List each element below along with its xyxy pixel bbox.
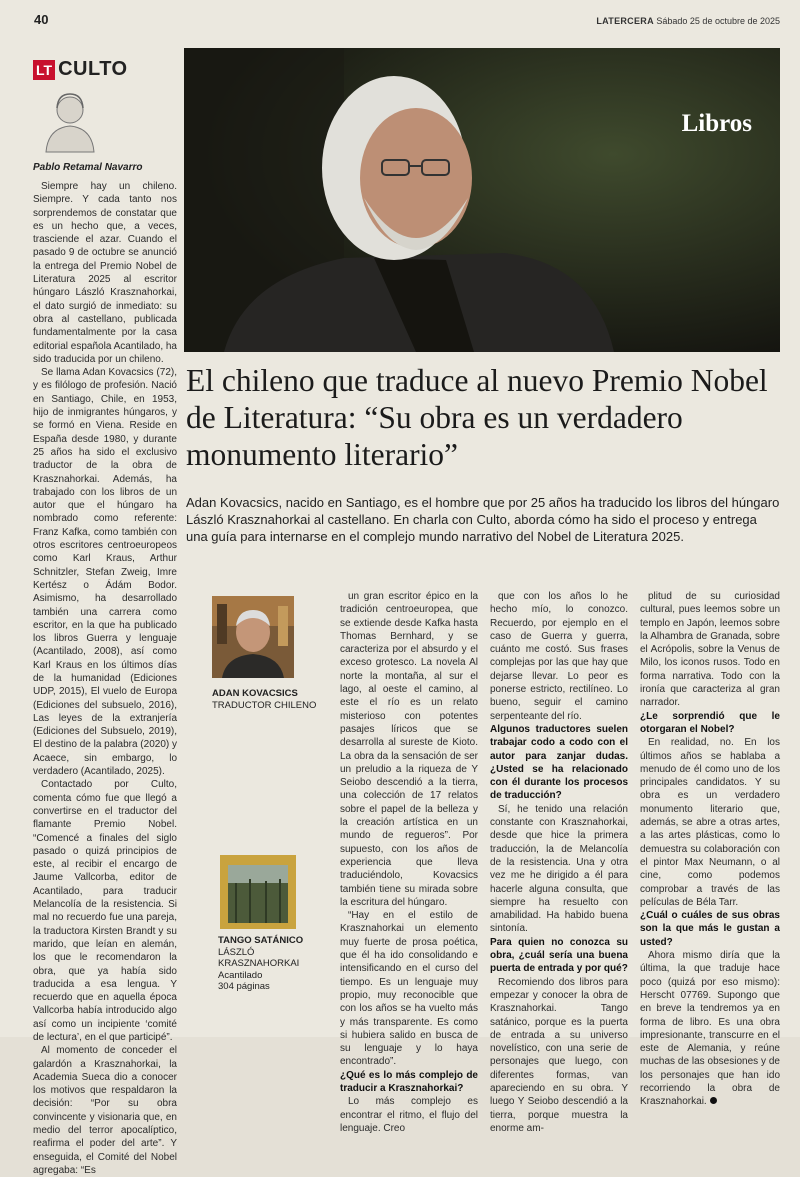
section-logo bbox=[33, 58, 128, 81]
caption-role: TRADUCTOR CHILENO bbox=[212, 700, 317, 711]
paragraph: que con los años lo he hecho mío, lo conozco. Recuerdo, por ejemplo en el caso de Guerra y guerra, cuánto me costó. Sus frases complejas por las que hay que dejarse llevar. Lo peor es ponerse estricto, rectilíneo. Lo bueno, seguir el camino serpenteante del río. bbox=[490, 591, 628, 722]
paragraph: Sí, he tenido una relación constante con Krasznahorkai, desde que hice la primera traducción, la de Melancolía de la resistencia. Una y otra vez me he dirigido a él para hacerle alguna consulta, que siempre ha resuelto con amabilidad. Ha habido buena sintonía. bbox=[490, 803, 628, 935]
paragraph: Lo más complejo es encontrar el ritmo, el flujo del lenguaje. Creo bbox=[340, 1096, 478, 1134]
book-publisher: Acantilado bbox=[218, 969, 263, 981]
paragraph: Al momento de conceder el galardón a Krasznahorkai, la Academia Sueca dio a conocer los motivos que respaldaron la decisión: “Por su obra convincente y visionaria que, en medio del terror apocalíptico, reafirma el poder del arte”. Y enseguida, el Comité del Nobel agregaba: “Es bbox=[33, 1045, 177, 1176]
body-column-4 bbox=[490, 590, 628, 1134]
end-mark-icon bbox=[710, 1097, 717, 1104]
deck: Adan Kovacsics, nacido en Santiago, es el hombre que por 25 años ha traducido los libros del húngaro László Krasznahorkai al castellano. En charla con Culto, aborda cómo ha sido el proceso y entrega una guía para internarse en el complejo mundo narrativo del Nobel de Literatura 2025. bbox=[186, 495, 780, 544]
section-label: Libros bbox=[681, 110, 752, 137]
paragraph: “Hay en el estilo de Krasznahorkai un elemento muy fuerte de prosa poética, que él ha ido consolidando e intensificando en el curso del tiempo. Es un lenguaje muy propio, muy reconocible que con los años se ha vuelto más y más transparente. Es como si hubiera salido en busca de su lenguaje y lo haya encontrado”. bbox=[340, 910, 478, 1068]
book-caption bbox=[218, 935, 328, 993]
interview-question: ¿Cuál o cuáles de sus obras son la que más le gustan a usted? bbox=[640, 910, 780, 948]
paragraph: Recomiendo dos libros para empezar y conocer la obra de Krasznahorkai. Tango satánico, porque es la puerta de entrada a su universo novelístico, con una serie de personajes que luego, con diferentes formas, van apareciendo en su obra. Y luego Y Seiobo descendió a la tierra, porque muestra la enorme am- bbox=[490, 976, 628, 1134]
book-author: LÁSZLÓ KRASZNAHORKAI bbox=[218, 946, 300, 969]
headline: El chileno que traduce al nuevo Premio Nobel de Literatura: “Su obra es un verdadero monumento literario” bbox=[186, 363, 768, 472]
paragraph: Contactado por Culto, comenta cómo fue que llegó a convertirse en el traductor del flamante Premio Nobel. “Comencé a finales del siglo pasado o quizá principios de este, al recibir el encargo de Jaume Vallcorba, editor de Acantilado, para traducir Melancolía de la resistencia. Si mal no recuerdo fue una pareja, la traductora Kirsten Brandt y su marido, que leían en alemán, los que le recomendaron la obra, que ya había sido traducida a esa lengua. Y recuerdo que en aquella época Vallcorba había introducido algo así como un incipiente ‘comité de lectura’, en el que participé”. bbox=[33, 779, 177, 1043]
running-header bbox=[596, 16, 780, 26]
book-cover-image bbox=[220, 855, 296, 929]
headshot-caption bbox=[212, 688, 332, 712]
issue-date: Sábado 25 de octubre de 2025 bbox=[656, 16, 780, 26]
headshot-image bbox=[212, 596, 294, 678]
paragraph-text: Ahora mismo diría que la última, la que traduje hace poco (quizá por eso mismo): Herscht 07769. Supongo que en breve la tendremos ya en forma de libro. Es una obra impresionante, transcurre en el este de Alemania, y reúne muchas de las obsesiones y de los personajes que han ido recorriendo la obra de Krasznahorkai. bbox=[640, 950, 780, 1108]
byline: Pablo Retamal Navarro bbox=[33, 162, 143, 173]
paragraph: Siempre hay un chileno. Siempre. Y cada tanto nos sorprendemos de constatar que es un hecho que, a veces, trasciende el azar. Cuando el pasado 9 de octubre se anunció la entrega del Premio Nobel de Literatura 2025 al escritor húngaro László Krasznahorkai, el dato surgió de inmediato: su obra al castellano, publicada fundamentalmente por la casa editorial española Acantilado, ha sido traducida por un chileno. bbox=[33, 181, 177, 365]
caption-name: ADAN KOVACSICS bbox=[212, 688, 298, 699]
body-column-3 bbox=[340, 590, 478, 1134]
paragraph: En realidad, no. En los últimos años se hablaba a menudo de él como uno de los principales candidatos. Y su obra es un verdadero monumento literario que, además, se abre a otras artes, a las artes plásticas, como lo demuestra su colaboración con el pintor Max Neumann, o al cine, como podemos comprobar a través de las películas de Béla Tarr. bbox=[640, 737, 780, 908]
paragraph bbox=[640, 949, 780, 1109]
paragraph: un gran escritor épico en la tradición centroeuropea, que se extiende desde Kafka hasta Thomas Bernhard, y se caracteriza por el absurdo y el exceso grotesco. La novela Al norte la montaña, al sur el lago, al oeste el camino, al este el río es un relato misterioso con potentes pasajes líricos que se desarrolla al sureste de Kioto. La obra da la sensación de ser un preludio a la riqueza de Y Seiobo descendió a la tierra, una colección de 17 relatos sobre el papel de la belleza y la creación artística en un mundo de regueros”. Por supuesto, con los años de experiencia que lleva traduciéndolo, Kovacsics también tiene su mirada sobre la escritura del húngaro. bbox=[340, 591, 478, 908]
translator-photo bbox=[184, 48, 780, 352]
body-column-1 bbox=[33, 180, 177, 1176]
paragraph: Se llama Adan Kovacsics (72), y es filólogo de profesión. Nació en Santiago, Chile, en 1953, hijo de inmigrantes húngaros, y se formó en Viena. Reside en España desde 1980, y durante 25 años ha sido el exclusivo traductor de la obra de Krasznahorkai. Además, ha trabajado con los libros de un autor que el húngaro ha nombrado como referente: Franz Kafka, como también con otros escritores centroeuropeos como Karl Kraus, Arthur Schnitzler, Stefan Zweig, Imre Kertész o Ádám Bodor. Asimismo, ha desarrollado también una carrera como escritor, en la que ha publicado los libros Guerra y lenguaje (Acantilado, 2008), así como Karl Kraus en los últimos días de la humanidad (Ediciones UDP, 2015), El vuelo de Europa (Ediciones del subsuelo, 2016), Las leyes de la extranjería (Ediciones del Subsuelo, 2019), El destino de la palabra (2020) y Acaece, sin embargo, lo verdadero (Acantilado, 2025). bbox=[33, 367, 177, 778]
body-column-5 bbox=[640, 590, 780, 1108]
interview-question: Algunos traductores suelen trabajar codo a codo con el autor para zanjar dudas. ¿Usted se ha relacionado con él durante los procesos de traducción? bbox=[490, 723, 628, 802]
publication-name: LATERCERA bbox=[596, 16, 654, 26]
book-title: TANGO SATÁNICO bbox=[218, 935, 304, 946]
interview-question: ¿Qué es lo más complejo de traducir a Krasznahorkai? bbox=[340, 1069, 478, 1094]
author-portrait-sketch bbox=[40, 88, 100, 152]
logo-wordmark: CULTO bbox=[58, 58, 128, 80]
book-pages: 304 páginas bbox=[218, 981, 270, 992]
interview-question: Para quien no conozca su obra, ¿cuál sería una buena puerta de entrada y por qué? bbox=[490, 936, 628, 975]
paragraph: plitud de su curiosidad cultural, pues leemos sobre un templo en Japón, leemos sobre la Alhambra de Granada, sobre el Acrópolis, sobre la Venus de Milo, los iconos rusos. Todo en forma narrativa. Todo con la ironía que caracteriza al gran narrador. bbox=[640, 591, 780, 709]
main-photo bbox=[184, 48, 780, 352]
page-number: 40 bbox=[34, 12, 49, 27]
interview-question: ¿Le sorprendió que le otorgaran el Nobel? bbox=[640, 710, 780, 735]
book-cover bbox=[220, 855, 296, 929]
logo-mark: LT bbox=[33, 60, 55, 80]
translator-headshot bbox=[212, 596, 294, 678]
